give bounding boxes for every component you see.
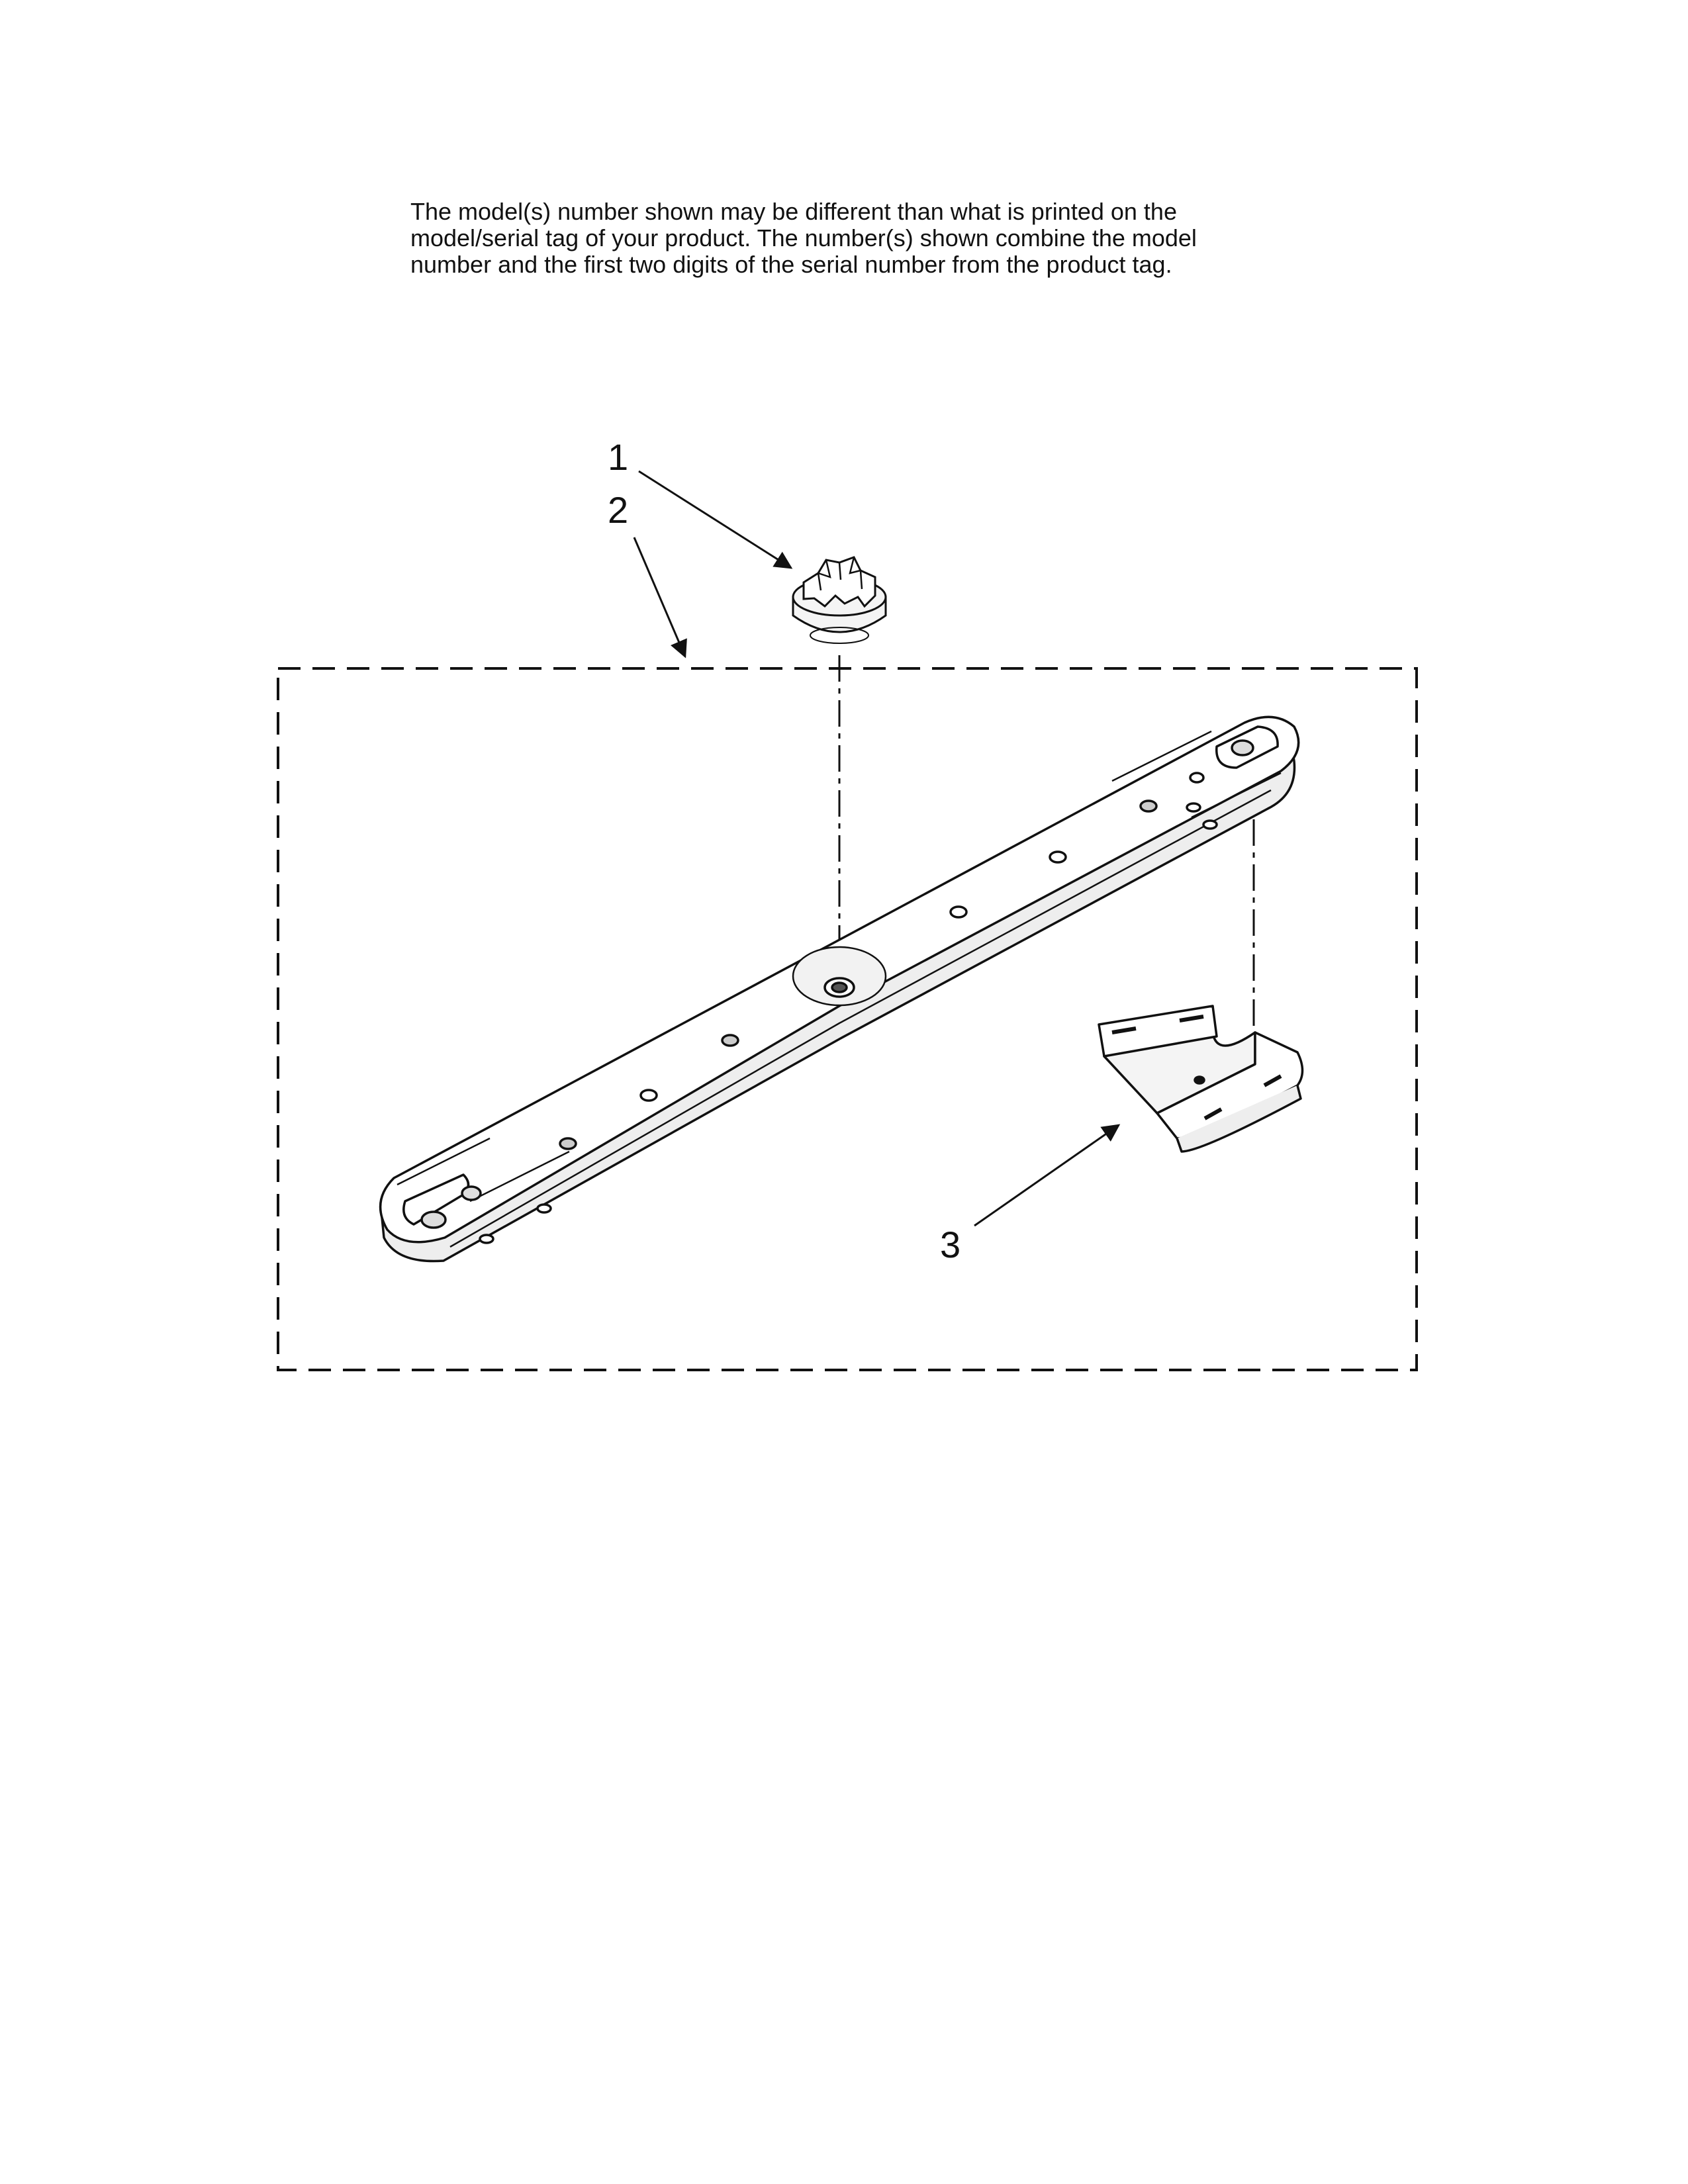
spray-arm-clip-part	[1099, 1006, 1303, 1152]
disclaimer-line-2: model/serial tag of your product. The number(s) shown combine the model	[410, 224, 1197, 251]
leader-line-1	[639, 471, 791, 568]
callout-2: 2	[608, 489, 629, 531]
leader-line-3	[974, 1125, 1119, 1226]
hub-nut-part	[793, 557, 886, 643]
callout-1: 1	[608, 436, 629, 478]
disclaimer-line-3: number and the first two digits of the serial number from the product tag.	[410, 251, 1172, 278]
leader-line-2	[634, 537, 685, 657]
callout-3: 3	[940, 1224, 961, 1265]
disclaimer-line-1: The model(s) number shown may be different than what is printed on the	[410, 198, 1177, 225]
